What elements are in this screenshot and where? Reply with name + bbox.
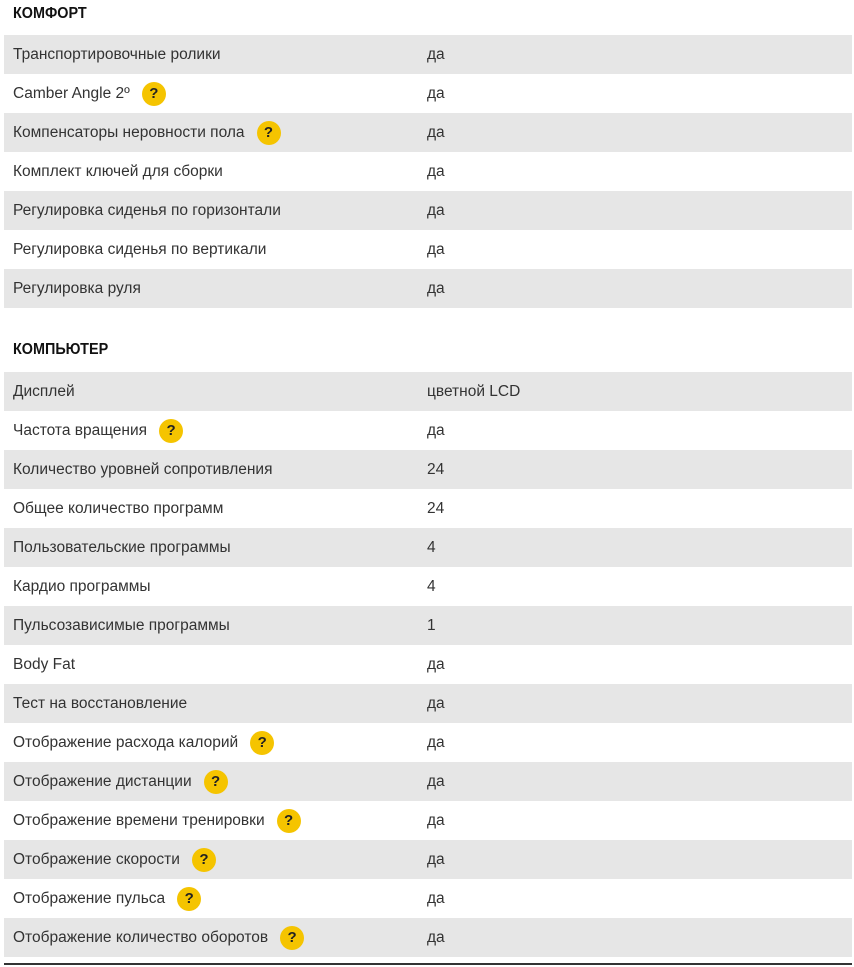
spec-label-cell <box>4 383 427 401</box>
spec-label-cell <box>4 926 427 950</box>
spec-label: Количество уровней сопротивления <box>13 460 273 478</box>
spec-value: 4 <box>427 538 436 556</box>
spec-value: да <box>427 655 445 673</box>
spec-value: да <box>427 421 445 439</box>
spec-label-cell <box>4 617 427 635</box>
spec-label: Регулировка сиденья по вертикали <box>13 240 267 258</box>
spec-value: да <box>427 811 445 829</box>
spec-label-cell <box>4 419 427 443</box>
table-row <box>4 191 852 230</box>
spec-label: Camber Angle 2º <box>13 84 130 102</box>
spec-label: Регулировка руля <box>13 279 141 297</box>
spec-value: да <box>427 772 445 790</box>
spec-label-cell <box>4 539 427 557</box>
table-row <box>4 411 852 450</box>
bottom-divider <box>4 963 852 965</box>
spec-label-cell <box>4 202 427 220</box>
spec-label-cell <box>4 656 427 674</box>
table-row <box>4 450 852 489</box>
spec-label: Дисплей <box>13 382 75 400</box>
spec-label-cell <box>4 695 427 713</box>
table-row <box>4 372 852 411</box>
spec-value: да <box>427 201 445 219</box>
spec-value: да <box>427 279 445 297</box>
table-row <box>4 879 852 918</box>
spec-value: 24 <box>427 499 445 517</box>
spec-label-cell <box>4 46 427 64</box>
question-icon[interactable]: ? <box>280 926 304 950</box>
spec-value: да <box>427 850 445 868</box>
spec-value: цветной LCD <box>427 382 521 400</box>
spec-label: Кардио программы <box>13 577 151 595</box>
table-row <box>4 152 852 191</box>
question-icon[interactable]: ? <box>204 770 228 794</box>
spec-label-cell <box>4 578 427 596</box>
spec-label-cell <box>4 809 427 833</box>
table-row <box>4 840 852 879</box>
spec-label: Компенсаторы неровности пола <box>13 123 245 141</box>
spec-label: Body Fat <box>13 655 76 673</box>
spec-value: да <box>427 162 445 180</box>
spec-value: 4 <box>427 577 436 595</box>
question-icon[interactable]: ? <box>192 848 216 872</box>
table-row <box>4 762 852 801</box>
spec-label-cell <box>4 461 427 479</box>
table-row <box>4 684 852 723</box>
spec-value: да <box>427 928 445 946</box>
table-row <box>4 645 852 684</box>
spec-label: Регулировка сиденья по горизонтали <box>13 201 281 219</box>
spec-label-cell <box>4 280 427 298</box>
spec-label-cell <box>4 82 427 106</box>
spec-label: Тест на восстановление <box>13 694 188 712</box>
spec-label-cell <box>4 770 427 794</box>
spec-label-cell <box>4 241 427 259</box>
spec-label-cell <box>4 731 427 755</box>
table-row <box>4 230 852 269</box>
spec-value: да <box>427 240 445 258</box>
spec-label-cell <box>4 848 427 872</box>
table-row <box>4 567 852 606</box>
table-row <box>4 74 852 113</box>
table-row <box>4 918 852 957</box>
question-icon[interactable]: ? <box>159 419 183 443</box>
table-row <box>4 801 852 840</box>
spec-label: Общее количество программ <box>13 499 224 517</box>
table-row <box>4 489 852 528</box>
spec-label: Пульсозависимые программы <box>13 616 230 634</box>
question-icon[interactable]: ? <box>277 809 301 833</box>
spec-value: 1 <box>427 616 436 634</box>
spec-label: Отображение расхода калорий <box>13 733 239 751</box>
table-row <box>4 723 852 762</box>
spec-label: Частота вращения <box>13 421 148 439</box>
spec-label: Отображение пульса <box>13 889 166 907</box>
spec-value: да <box>427 45 445 63</box>
spec-value: да <box>427 123 445 141</box>
question-icon[interactable]: ? <box>177 887 201 911</box>
table-row <box>4 528 852 567</box>
spec-label: Отображение количество оборотов <box>13 928 269 946</box>
spec-value: да <box>427 733 445 751</box>
question-icon[interactable]: ? <box>250 731 274 755</box>
spec-label: Транспортировочные ролики <box>13 45 221 63</box>
spec-label: Отображение времени тренировки <box>13 811 265 829</box>
spec-value: да <box>427 694 445 712</box>
spec-value: да <box>427 889 445 907</box>
table-row <box>4 113 852 152</box>
section-title-computer: КОМПЬЮТЕР <box>13 341 109 358</box>
spec-label: Отображение дистанции <box>13 772 192 790</box>
spec-label-cell <box>4 121 427 145</box>
table-row <box>4 269 852 308</box>
spec-label: Пользовательские программы <box>13 538 231 556</box>
computer-table <box>4 372 852 957</box>
spec-value: да <box>427 84 445 102</box>
spec-value: 24 <box>427 460 445 478</box>
question-icon[interactable]: ? <box>142 82 166 106</box>
question-icon[interactable]: ? <box>257 121 281 145</box>
spec-label: Комплект ключей для сборки <box>13 162 223 180</box>
comfort-table <box>4 35 852 308</box>
spec-label-cell <box>4 163 427 181</box>
section-title-comfort: КОМФОРТ <box>13 5 87 22</box>
table-row <box>4 35 852 74</box>
spec-label-cell <box>4 887 427 911</box>
spec-label-cell <box>4 500 427 518</box>
table-row <box>4 606 852 645</box>
spec-label: Отображение скорости <box>13 850 180 868</box>
